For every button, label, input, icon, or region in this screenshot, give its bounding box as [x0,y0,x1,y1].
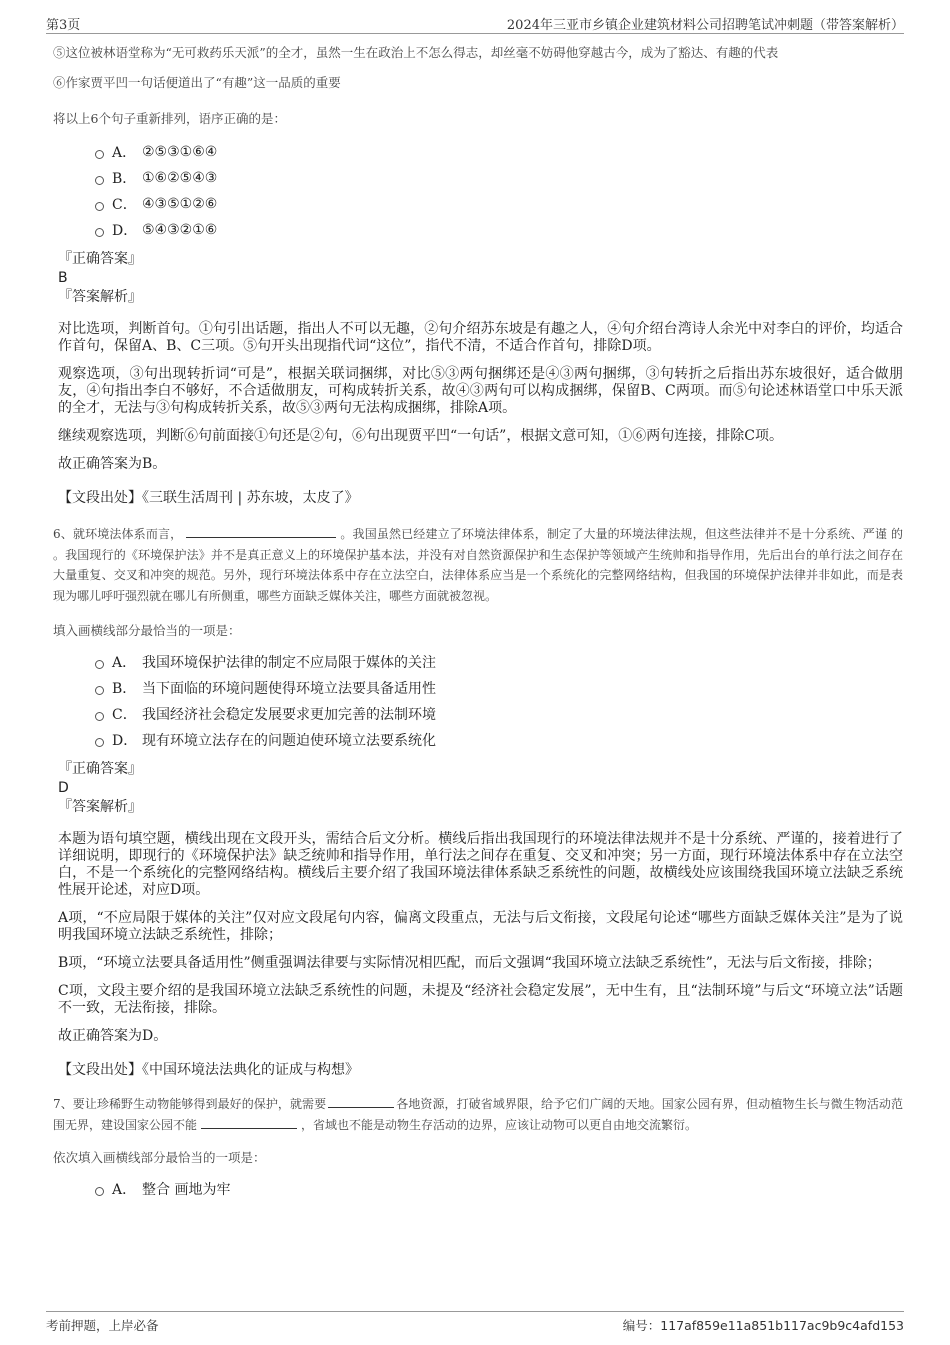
source-label: 【文段出处】 [58,1062,142,1078]
analysis-conclusion: 故正确答案为B。 [58,456,167,472]
radio-icon[interactable] [95,176,104,185]
q7-stem [53,1094,903,1135]
q6-text-after: 。我国虽然已经建立了环境法律体系，制定了大量的环境法律法规，但这些法律并不是十分系统、严谨 的 。我国现行的《环境保护法》并不是真正意义上的环境保护基本法，并没有对自然资源保护和生态保护等领域产生统帅和指导作用，先后出台的单行法之间存在大量重复、交叉和冲突的规范。另外，现行环境法体系中存在立法空白，法律体系应当是一个系统化的完整网络结构，但我国的环境保护法律并非如此，而是表现为哪儿呼吁强烈就在哪儿有所侧重，哪些方面缺乏媒体关注，哪些方面就被忽视。 [53,527,903,603]
q7-text-part1: 要让珍稀野生动物能够得到最好的保护，就需要 [72,1097,327,1111]
footer-slogan: 考前押题，上岸必备 [46,1318,159,1333]
footer-divider [46,1311,904,1312]
q5-options [95,139,903,243]
option-text: 现有环境立法存在的问题迫使环境立法要系统化 [142,733,436,749]
q6-text-before: 就环境法体系而言， [72,527,183,541]
answer-blank [201,1116,297,1129]
document-title: 2024年三亚市乡镇企业建筑材料公司招聘笔试冲刺题（带答案解析） [506,18,904,33]
option-text: ①⑥②⑤④③ [142,170,218,186]
radio-icon[interactable] [95,1187,104,1196]
radio-icon[interactable] [95,202,104,211]
q6-stem [53,524,903,606]
q6-option-a[interactable] [95,649,903,675]
q5-option-b[interactable] [95,165,903,191]
q7-prompt: 依次填入画横线部分最恰当的一项是： [53,1150,266,1165]
q5-answer-block [58,249,903,507]
q6-options [95,649,903,753]
q6-option-b[interactable] [95,675,903,701]
q5-prompt: 将以上6个句子重新排列，语序正确的是： [53,111,286,126]
option-text: ④③⑤①②⑥ [142,196,218,212]
analysis-paragraph: C项，文段主要介绍的是我国环境立法缺乏系统性的问题，未提及“经济社会稳定发展”，无中生有，且“法制环境”与后文“环境立法”话题不一致，无法衔接，排除。 [58,983,903,1016]
source-label: 【文段出处】 [58,490,142,506]
source-line [58,1059,903,1079]
option-text: 我国环境保护法律的制定不应局限于媒体的关注 [142,655,436,671]
page-number: 第3页 [46,18,81,33]
q5-option-d[interactable] [95,217,903,243]
q5-option-a[interactable] [95,139,903,165]
q5-option-c[interactable] [95,191,903,217]
analysis-label: 『答案解析』 [58,289,142,305]
radio-icon[interactable] [95,686,104,695]
analysis-paragraph: 继续观察选项，判断⑥句前面接①句还是②句，⑥句出现贾平凹“一句话”，根据文意可知，①⑥两句连接，排除C项。 [58,428,784,444]
q5-sentence-5: ⑤这位被林语堂称为“无可救药乐天派”的全才，虽然一生在政治上不怎么得志，却丝毫不妨碍他穿越古今，成为了豁达、有趣的代表 [53,45,779,60]
q7-options [95,1176,903,1202]
option-text: ②⑤③①⑥④ [142,144,218,160]
analysis-paragraph: 观察选项，③句出现转折词“可是”，根据关联词捆绑，对比⑤③两句捆绑还是④③两句捆绑，③句转折之后指出苏东坡很好，适合做朋友，④句指出李白不够好，不合适做朋友，可构成转折关系，故④③两句可以构成捆绑，保留B、C两项。而⑤句论述林语堂口中乐天派的全才，无法与③句构成转折关系，故⑤③两句无法构成捆绑，排除A项。 [58,366,903,416]
option-letter: A． [112,655,137,671]
page-footer [0,1305,950,1345]
page-content [53,44,903,1202]
source-title: 《中国环境法法典化的证成与构想》 [142,1062,359,1078]
q6-answer-block [58,759,903,1079]
option-letter: C． [112,707,137,723]
option-letter: C． [112,197,137,213]
option-letter: B． [112,681,137,697]
correct-answer-label: 『正确答案』 [58,761,142,777]
option-text: 我国经济社会稳定发展要求更加完善的法制环境 [142,707,436,723]
correct-answer: D [58,780,69,796]
radio-icon[interactable] [95,228,104,237]
option-letter: B． [112,171,137,187]
option-text: 当下面临的环境问题使得环境立法要具备适用性 [142,681,436,697]
option-text: ⑤④③②①⑥ [142,222,218,238]
radio-icon[interactable] [95,738,104,747]
header-divider [46,33,904,34]
correct-answer-label: 『正确答案』 [58,251,142,267]
q5-sentence-6: ⑥作家贾平凹一句话便道出了“有趣”这一品质的重要 [53,75,341,90]
option-text: 整合 画地为牢 [142,1182,231,1198]
q7-option-a[interactable] [95,1176,903,1202]
radio-icon[interactable] [95,150,104,159]
answer-blank [328,1095,394,1108]
option-letter: D． [112,733,138,749]
option-letter: D． [112,223,138,239]
analysis-paragraph: 本题为语句填空题，横线出现在文段开头，需结合后文分析。横线后指出我国现行的环境法律法规并不是十分系统、严谨的，接着进行了详细说明，即现行的《环境保护法》缺乏统帅和指导作用，单行法之间存在重复、交叉和冲突；另一方面，现行环境法体系中存在立法空白，不是一个系统化的完整网络结构。横线后主要介绍了我国环境法律体系缺乏系统性的问题，故横线处应该围绕我国环境立法缺乏系统性展开论述，对应D项。 [58,831,903,898]
source-line [58,487,903,507]
radio-icon[interactable] [95,712,104,721]
source-title: 《三联生活周刊 | 苏东坡，太皮了》 [142,490,359,506]
analysis-conclusion: 故正确答案为D。 [58,1028,168,1044]
q6-option-c[interactable] [95,701,903,727]
answer-blank [186,525,336,538]
analysis-paragraph: B项，“环境立法要具备适用性”侧重强调法律要与实际情况相匹配，而后文强调“我国环境立法缺乏系统性”，无法与后文衔接，排除； [58,955,881,971]
analysis-label: 『答案解析』 [58,799,142,815]
q6-prompt: 填入画横线部分最恰当的一项是： [53,623,241,638]
analysis-paragraph: 对比选项，判断首句。①句引出话题，指出人不可以无趣，②句介绍苏东坡是有趣之人，④句介绍台湾诗人余光中对李白的评价，均适合作首句，保留A、B、C三项。⑤句开头出现指代词“这位”，指代不清，不适合作首句，排除D项。 [58,321,903,354]
q7-text-part3: ，省域也不能是动物生存活动的边界，应该让动物可以更自由地交流繁衍。 [301,1117,698,1132]
document-serial: 编号：117af859e11a851b117ac9b9c4afd153 [622,1318,904,1333]
correct-answer: B [58,270,68,286]
option-letter: A． [112,1182,137,1198]
radio-icon[interactable] [95,660,104,669]
option-letter: A． [112,145,137,161]
q6-option-d[interactable] [95,727,903,753]
q7-text-part2: 各地资源，打破省域界限，给予它们广阔的天地。国家公园有界，但动植物生长与微生物活动范围无界，建设国家公园不能 [53,1097,903,1132]
analysis-paragraph: A项，“不应局限于媒体的关注”仅对应文段尾句内容，偏离文段重点，无法与后文衔接，文段尾句论述“哪些方面缺乏媒体关注”是为了说明我国环境立法缺乏系统性，排除； [58,910,903,943]
question-number: 7、 [53,1097,73,1111]
page-header [0,0,950,34]
question-number: 6、 [53,527,73,541]
